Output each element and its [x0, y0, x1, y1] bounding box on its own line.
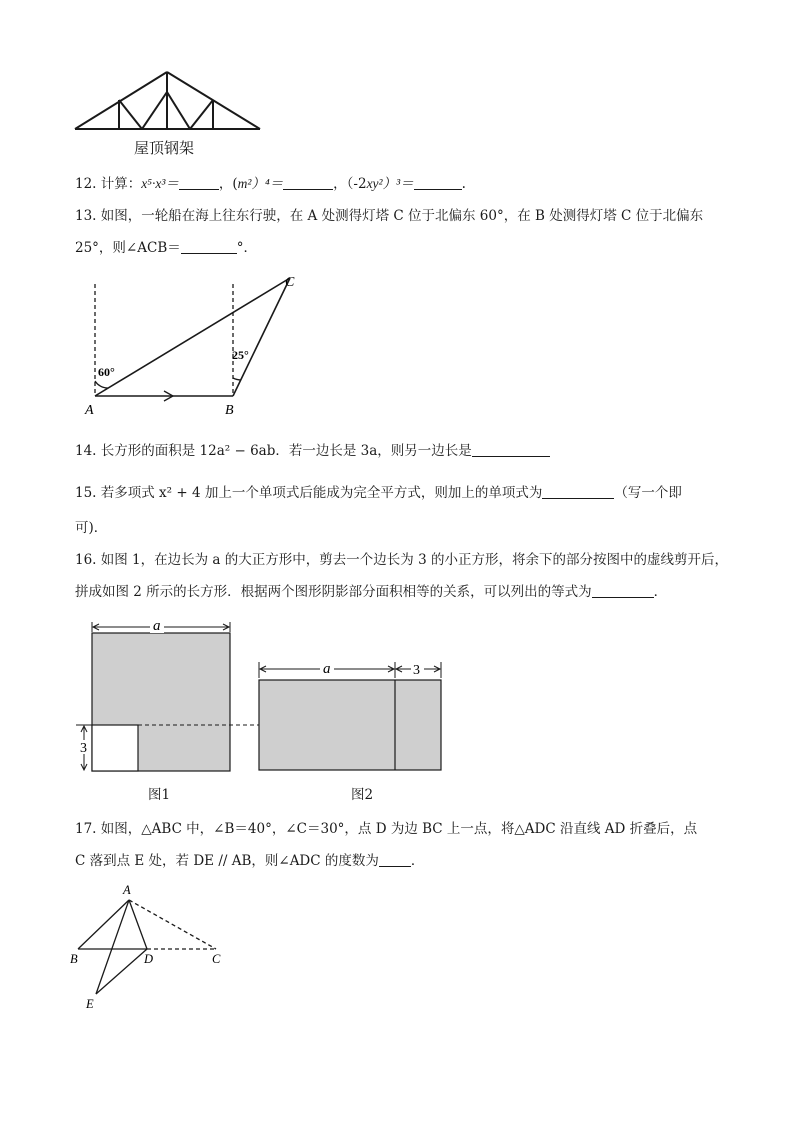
- q12-prefix: 12. 计算：: [75, 176, 142, 192]
- q12-end: .: [461, 176, 466, 192]
- fig1-label-a: a: [153, 618, 161, 634]
- q16-blank[interactable]: [592, 583, 654, 598]
- roof-caption: 屋顶钢架: [134, 139, 195, 157]
- q13-line2-b: °．: [236, 240, 257, 256]
- label-b: B: [225, 403, 234, 418]
- q15-tail: （写一个即: [614, 485, 682, 501]
- label-a: A: [123, 883, 131, 897]
- label-a: A: [85, 403, 94, 418]
- segment-ab: [78, 900, 129, 949]
- fig2-label-3: 3: [413, 663, 420, 678]
- segment-ac: [129, 900, 216, 949]
- q13-line2-a: 25°，则∠ACB＝: [75, 240, 181, 256]
- label-c: C: [285, 275, 295, 290]
- label-c: C: [212, 952, 221, 966]
- angle-label-b: 25°: [232, 348, 249, 362]
- q13-line2: [75, 238, 257, 258]
- angle-arc-b: [233, 378, 241, 380]
- q12-sep1: ，(: [218, 176, 238, 192]
- label-d: D: [144, 952, 154, 966]
- angle-label-a: 60°: [98, 365, 115, 379]
- q17-line1: 17. 如图，△ABC 中，∠B＝40°，∠C＝30°，点 D 为边 BC 上一点，将△ADC 沿直线 AD 折叠后，点: [75, 821, 698, 837]
- fig2-label-a: a: [323, 661, 331, 677]
- label-e: E: [86, 997, 94, 1011]
- long-rectangle: [259, 680, 441, 770]
- q12-blank1[interactable]: [179, 175, 219, 190]
- q16-figure-2: [252, 656, 448, 776]
- q12-sep2: ，（-2: [333, 176, 367, 192]
- q12-blank3[interactable]: [414, 175, 462, 190]
- q17-line2: [75, 851, 424, 871]
- q15-blank[interactable]: [542, 484, 614, 499]
- q16-line2-text: 拼成如图 2 所示的长方形．根据两个图形阴影部分面积相等的关系，可以列出的等式为: [75, 584, 592, 600]
- q17-line2-text: C 落到点 E 处，若 DE // AB，则∠ADC 的度数为: [75, 853, 379, 869]
- q14-text: 14. 长方形的面积是 12a² − 6ab．若一边长是 3a，则另一边长是: [75, 443, 472, 459]
- fig2-caption: 图2: [351, 787, 374, 803]
- label-b: B: [70, 952, 78, 966]
- q12-expr3: xy²）³＝: [366, 176, 414, 191]
- q13-line1: 13. 如图，一轮船在海上往东行驶，在 A 处测得灯塔 C 位于北偏东 60°，在 B 处测得灯塔 C 位于北偏东: [75, 208, 704, 224]
- question-14: [75, 441, 550, 461]
- segment-ad: [129, 900, 147, 949]
- fig1-label-3: 3: [80, 741, 87, 756]
- q12-expr2: m²）⁴＝: [237, 176, 284, 191]
- question-12: [75, 174, 466, 194]
- angle-arc-a: [95, 381, 108, 388]
- q12-blank2[interactable]: [283, 175, 333, 190]
- q15-text: 15. 若多项式 x² + 4 加上一个单项式后能成为完全平方式，则加上的单项式为: [75, 485, 543, 501]
- q13-blank[interactable]: [181, 239, 237, 254]
- q16-line2: [75, 582, 667, 602]
- q16-line2-end: ．: [653, 584, 668, 600]
- q16-line1: 16. 如图 1，在边长为 a 的大正方形中，剪去一个边长为 3 的小正方形，将余下的部分按图中的虚线剪开后，: [75, 552, 728, 568]
- q15-line2: 可)．: [75, 520, 108, 536]
- q13-figure: [80, 268, 310, 420]
- roof-truss-figure: [72, 68, 264, 134]
- q15-line1: [75, 483, 682, 503]
- q16-figure-1: [76, 616, 262, 778]
- q17-line2-end: ．: [410, 853, 425, 869]
- q17-blank[interactable]: [379, 852, 411, 867]
- q17-figure: [66, 880, 234, 1015]
- q14-blank[interactable]: [472, 442, 550, 457]
- small-square: [92, 725, 138, 771]
- fig1-caption: 图1: [148, 787, 171, 803]
- q12-expr1: x⁵·x³＝: [141, 176, 179, 191]
